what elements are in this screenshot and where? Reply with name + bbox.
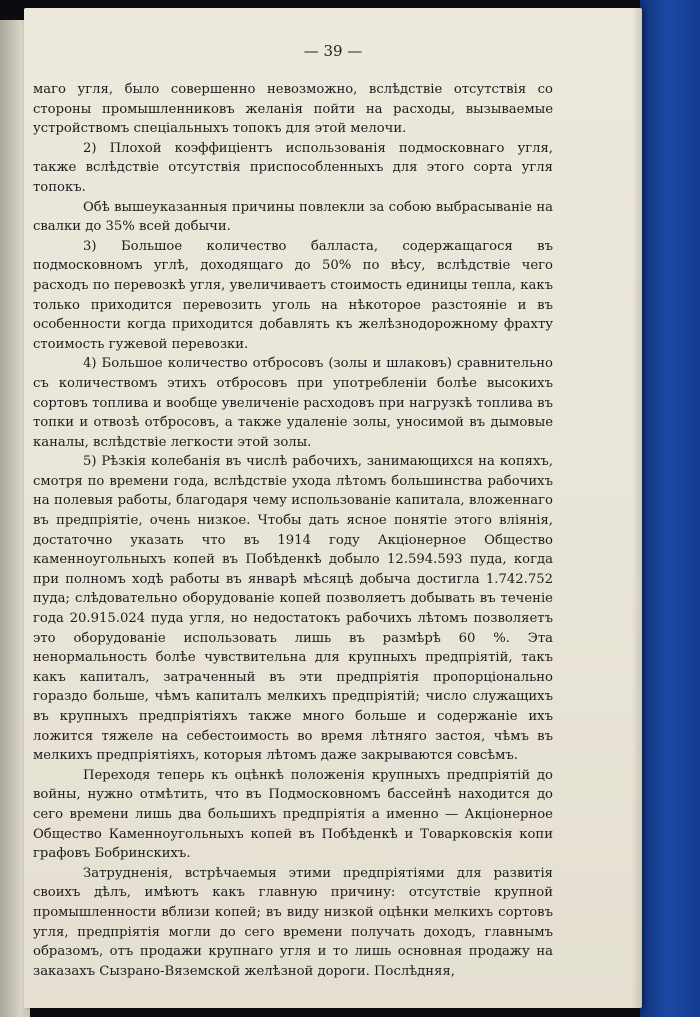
page-number: — 39 —	[303, 42, 363, 60]
paragraph: 5) Рѣзкія колебанія въ числѣ рабочихъ, занимающихся на копяхъ, смотря по времени года, вслѣдствіе ухода лѣтомъ большинства рабочихъ на полевыя работы, благодаря чему использованіе капитала, вложеннаго въ предпріятіе, очень низкое. Чтобы дать ясное понятіе этого вліянія, достаточно указать что въ 1914 году Акціонерное Общество каменноугольныхъ копей въ Побѣденкѣ добыло 12.594.593 пуда, когда при полномъ ходѣ работы въ январѣ мѣсяцѣ добыча достигла 1.742.752 пуда; слѣдовательно оборудованіе копей позволяетъ добывать въ теченіе года 20.915.024 пуда угля, но недостатокъ рабочихъ лѣтомъ позволяетъ это оборудованіе использовать лишь въ размѣрѣ 60 %. Эта ненормальность болѣе чувствительна для крупныхъ предпріятій, такъ какъ капиталъ, затраченный въ эти предпріятія пропорціонально гораздо больше, чѣмъ капиталъ мелкихъ предпріятій; число служащихъ въ крупныхъ предпріятіяхъ также много больше и содержаніе ихъ ложится тяжеле на себестоимость во время лѣтняго застоя, чѣмъ въ мелкихъ предпріятіяхъ, которыя лѣтомъ даже закрываются совсѣмъ.	[33, 454, 553, 764]
paragraph: 2) Плохой коэффиціентъ использованія подмосковнаго угля, также вслѣдствіе отсутствія приспособленныхъ для этого сорта угля топокъ.	[33, 140, 553, 195]
book-page	[24, 8, 642, 1008]
paragraph: маго угля, было совершенно невозможно, вслѣдствіе отсутствія со стороны промышленниковъ желанія пойти на расходы, вызываемые устройствомъ спеціальныхъ топокъ для этой мелочи.	[33, 82, 553, 137]
paragraph: Переходя теперь къ оцѣнкѣ положенія крупныхъ предпріятій до войны, нужно отмѣтить, что въ Подмосковномъ бассейнѣ находится до сего времени лишь два большихъ предпріятія а именно — Акціонерное Общество Каменноугольныхъ копей въ Побѣденкѣ и Товарковскія копи графовъ Бобринскихъ.	[33, 767, 553, 862]
book-cover	[640, 0, 700, 1017]
page-shadow	[632, 8, 642, 1008]
paragraph: 4) Большое количество отбросовъ (золы и шлаковъ) сравнительно съ количествомъ этихъ отбросовъ при употребленіи болѣе высокихъ сортовъ топлива и вообще увеличеніе расходовъ при нагрузкѣ топлива въ топки и отвозѣ отбросовъ, а также удаленіе золы, уносимой въ дымовые каналы, вслѣдствіе легкости этой золы.	[33, 356, 553, 450]
paragraph: Затрудненія, встрѣчаемыя этими предпріятіями для развитія своихъ дѣлъ, имѣютъ какъ главную причину: отсутствіе крупной промышленности вблизи копей; въ виду низкой оцѣнки мелкихъ сортовъ угля, предпріятія могли до сего времени получать доходъ, главнымъ образомъ, отъ продажи крупнаго угля и то лишь основная продажу на заказахъ Сызрано-Вяземской желѣзной дороги. Послѣдняя,	[33, 865, 553, 979]
paragraph: 3) Большое количество балласта, содержащагося въ подмосковномъ углѣ, доходящаго до 50% по вѣсу, вслѣдствіе чего расходъ по перевозкѣ угля, увеличиваетъ стоимость единицы тепла, какъ только приходится перевозить уголь на нѣкоторое разстояніе и въ особенности когда приходится добавлять къ желѣзнодорожному фрахту стоимость гужевой перевозки.	[33, 238, 553, 352]
page-body	[33, 80, 553, 981]
paragraph: Обѣ вышеуказанныя причины повлекли за собою выбрасываніе на свалки до 35% всей добычи.	[33, 199, 553, 235]
